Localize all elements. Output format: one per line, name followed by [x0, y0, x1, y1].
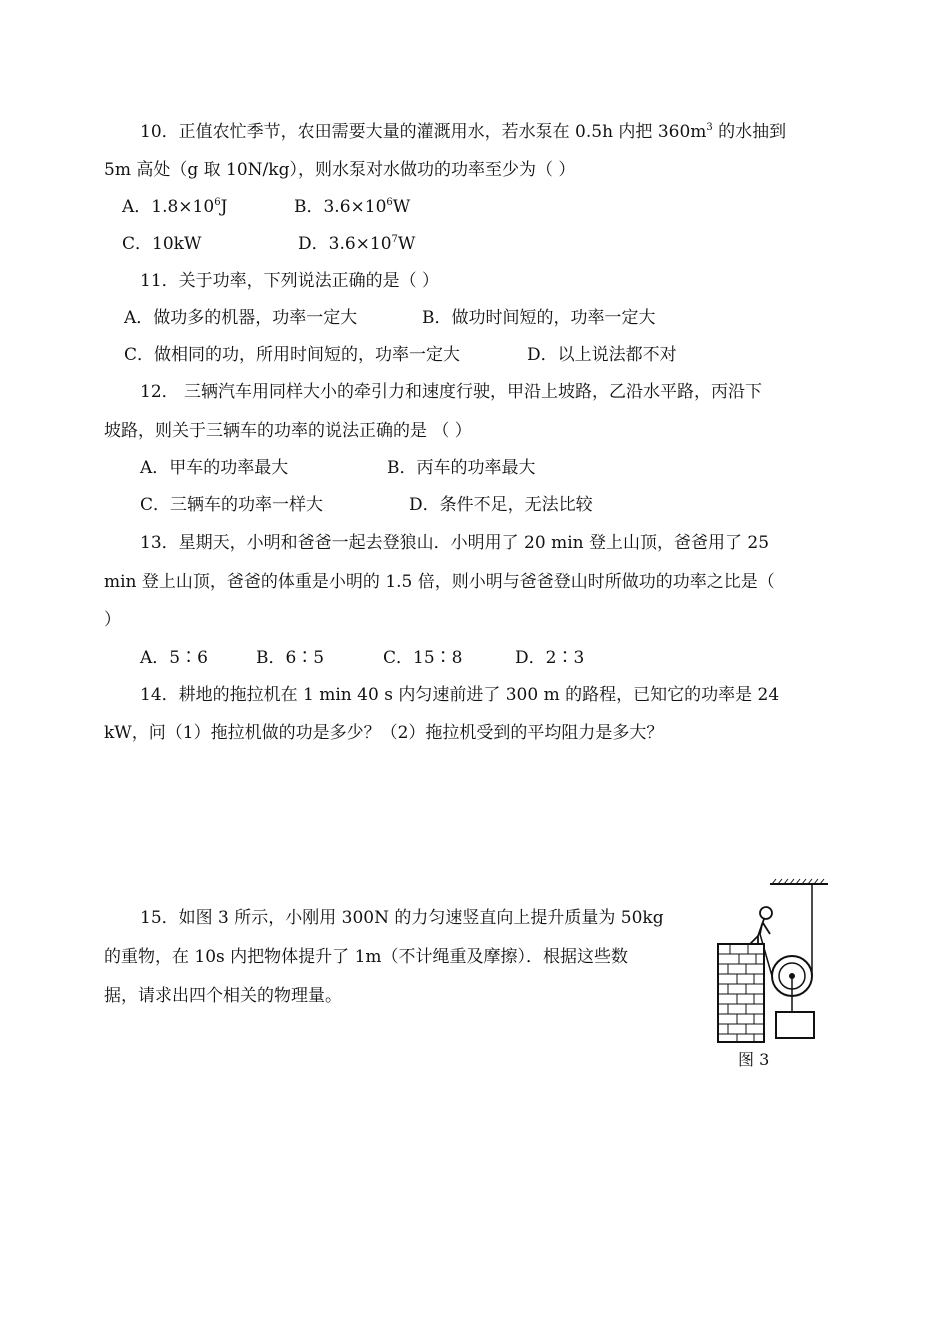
q11-option-d: D．以上说法都不对 — [527, 345, 677, 365]
q11-stem: 11．关于功率，下列说法正确的是（ ） — [140, 271, 440, 291]
q11-option-b: B．做功时间短的，功率一定大 — [422, 308, 656, 328]
q10-option-b: B．$3.6\times 10^6W$ — [294, 197, 411, 217]
q10-option-a: A．$1.8\times 10^6J$ — [122, 197, 228, 217]
figure-3-pulley-diagram — [712, 876, 837, 1076]
q11-option-a: A．做功多的机器，功率一定大 — [124, 308, 358, 328]
q13-line-1: 13．星期天，小明和爸爸一起去登狼山．小明用了 20 min 登上山顶，爸爸用了 25 — [140, 533, 770, 553]
q12-option-b: B．丙车的功率最大 — [387, 458, 536, 478]
q13-option-c: C．15∶8 — [383, 648, 463, 668]
q10-line-1 — [140, 121, 786, 143]
q11-option-c: C．做相同的功，所用时间短的，功率一定大 — [124, 345, 461, 365]
q12-option-c: C．三辆车的功率一样大 — [140, 495, 324, 515]
q13-option-b: B．6∶5 — [256, 648, 325, 668]
q13-line-3: ） — [104, 610, 121, 630]
q10-text: 10．正值农忙季节，农田需要大量的灌溉用水，若水泵在 0.5h 内把 360m — [140, 122, 707, 142]
q12-line-2: 坡路，则关于三辆车的功率的说法正确的是 （ ） — [104, 421, 472, 441]
q12-line-1: 12． 三辆汽车用同样大小的牵引力和速度行驶，甲沿上坡路，乙沿水平路，丙沿下 — [140, 382, 763, 402]
q13-option-d: D．2∶3 — [515, 648, 585, 668]
q15-line-1: 15．如图 3 所示，小刚用 300N 的力匀速竖直向上提升质量为 50kg — [140, 908, 664, 928]
q13-line-2: min 登上山顶，爸爸的体重是小明的 1.5 倍，则小明与爸爸登山时所做功的功率之比是（ — [104, 572, 775, 592]
q12-option-a: A．甲车的功率最大 — [140, 458, 289, 478]
q13-option-a: A．5∶6 — [140, 648, 208, 668]
q10-text-end: 的水抽到 — [712, 122, 787, 142]
q10-option-d: D．$3.6\times 10^7W$ — [298, 234, 416, 254]
figure-3-caption: 图 3 — [738, 1050, 770, 1069]
q12-option-d: D．条件不足，无法比较 — [409, 495, 593, 515]
brick-wall — [718, 944, 764, 1042]
q14-line-1: 14．耕地的拖拉机在 1 min 40 s 内匀速前进了 300 m 的路程，已知它的功率是 24 — [140, 685, 780, 705]
q10-superscript: 3 — [706, 122, 713, 133]
q15-line-3: 据，请求出四个相关的物理量。 — [104, 986, 342, 1006]
q10-option-c: C．10kW — [122, 234, 202, 254]
weight-box — [776, 1012, 814, 1038]
q14-line-2: kW，问（1）拖拉机做的功是多少？（2）拖拉机受到的平均阻力是多大？ — [104, 723, 664, 743]
q15-line-2: 的重物，在 10s 内把物体提升了 1m（不计绳重及摩擦）．根据这些数 — [104, 947, 629, 967]
q10-line-2: 5m 高处（g 取 10N/kg），则水泵对水做功的功率至少为（ ） — [104, 160, 576, 180]
